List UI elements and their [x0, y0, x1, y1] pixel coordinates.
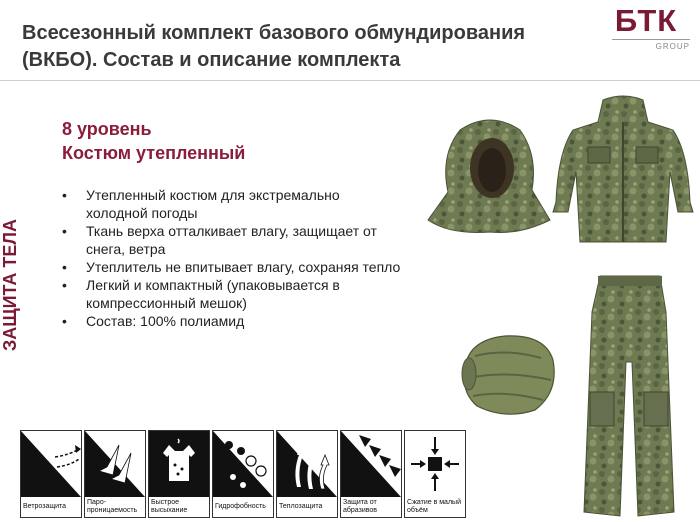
property-caption: Теплозащита — [279, 503, 323, 510]
feature-item: • Утеплитель не впитывает влагу, сохраняя тепло — [62, 259, 401, 275]
btk-logo — [600, 4, 692, 52]
abrasion-protection-icon — [341, 431, 401, 497]
property-caption: Гидрофобность — [215, 503, 266, 510]
property-tile — [340, 430, 402, 518]
feature-item: • Легкий и компактный (упаковывается в компрессионный мешок) — [62, 277, 340, 311]
feature-item: • Утепленный костюм для экстремально холодной погоды — [62, 187, 340, 221]
feature-text: Утепленный костюм для экстремально холодной погоды — [86, 187, 340, 221]
side-category-text: ЗАЩИТА ТЕЛА — [0, 218, 20, 352]
compression-bag-image — [455, 330, 560, 420]
property-caption: Ветрозащита — [23, 503, 67, 510]
feature-text: Состав: 100% полиамид — [86, 313, 245, 329]
feature-list — [62, 186, 402, 330]
logo-subtitle: GROUP — [655, 42, 690, 51]
page-title-line-2: (ВКБО). Состав и описание комплекта — [22, 49, 401, 71]
compression-icon — [405, 431, 465, 497]
feature-text: Утеплитель не впитывает влагу, сохраняя тепло — [86, 259, 401, 275]
quick-dry-icon — [149, 431, 209, 497]
logo-divider — [612, 39, 690, 40]
properties-icon-row — [20, 430, 504, 520]
property-caption: Защита от абразивов — [343, 499, 377, 514]
page-title — [22, 20, 582, 74]
feature-text: Легкий и компактный (упаковывается в компрессионный мешок) — [86, 277, 340, 311]
property-tile — [276, 430, 338, 518]
hood-image — [420, 110, 560, 240]
property-caption: Быстрое высыхание — [151, 499, 188, 514]
wind-protection-icon — [21, 431, 81, 497]
logo-name: БТК — [614, 3, 678, 38]
thermal-protection-icon — [277, 431, 337, 497]
property-tile — [148, 430, 210, 518]
level-heading: 8 уровень — [62, 119, 152, 139]
feature-text: Ткань верха отталкивает влагу, защищает от снега, ветра — [86, 223, 377, 257]
jacket-image — [548, 92, 698, 252]
product-subtitle: Костюм утепленный — [62, 143, 246, 163]
property-caption: Сжатие в малый объём — [407, 499, 461, 514]
page-title-line-1: Всесезонный комплект базового обмундирования — [22, 22, 526, 44]
side-category-label — [0, 210, 20, 360]
trousers-image — [580, 272, 678, 520]
property-caption: Паро-проницаемость — [87, 499, 138, 514]
water-repellent-icon — [213, 431, 273, 497]
title-divider — [0, 80, 700, 81]
property-tile — [404, 430, 466, 518]
feature-item: • Ткань верха отталкивает влагу, защищает от снега, ветра — [62, 223, 377, 257]
feature-item: • Состав: 100% полиамид — [62, 313, 245, 329]
property-tile — [84, 430, 146, 518]
property-tile — [20, 430, 82, 518]
vapor-permeability-icon — [85, 431, 145, 497]
property-tile — [212, 430, 274, 518]
